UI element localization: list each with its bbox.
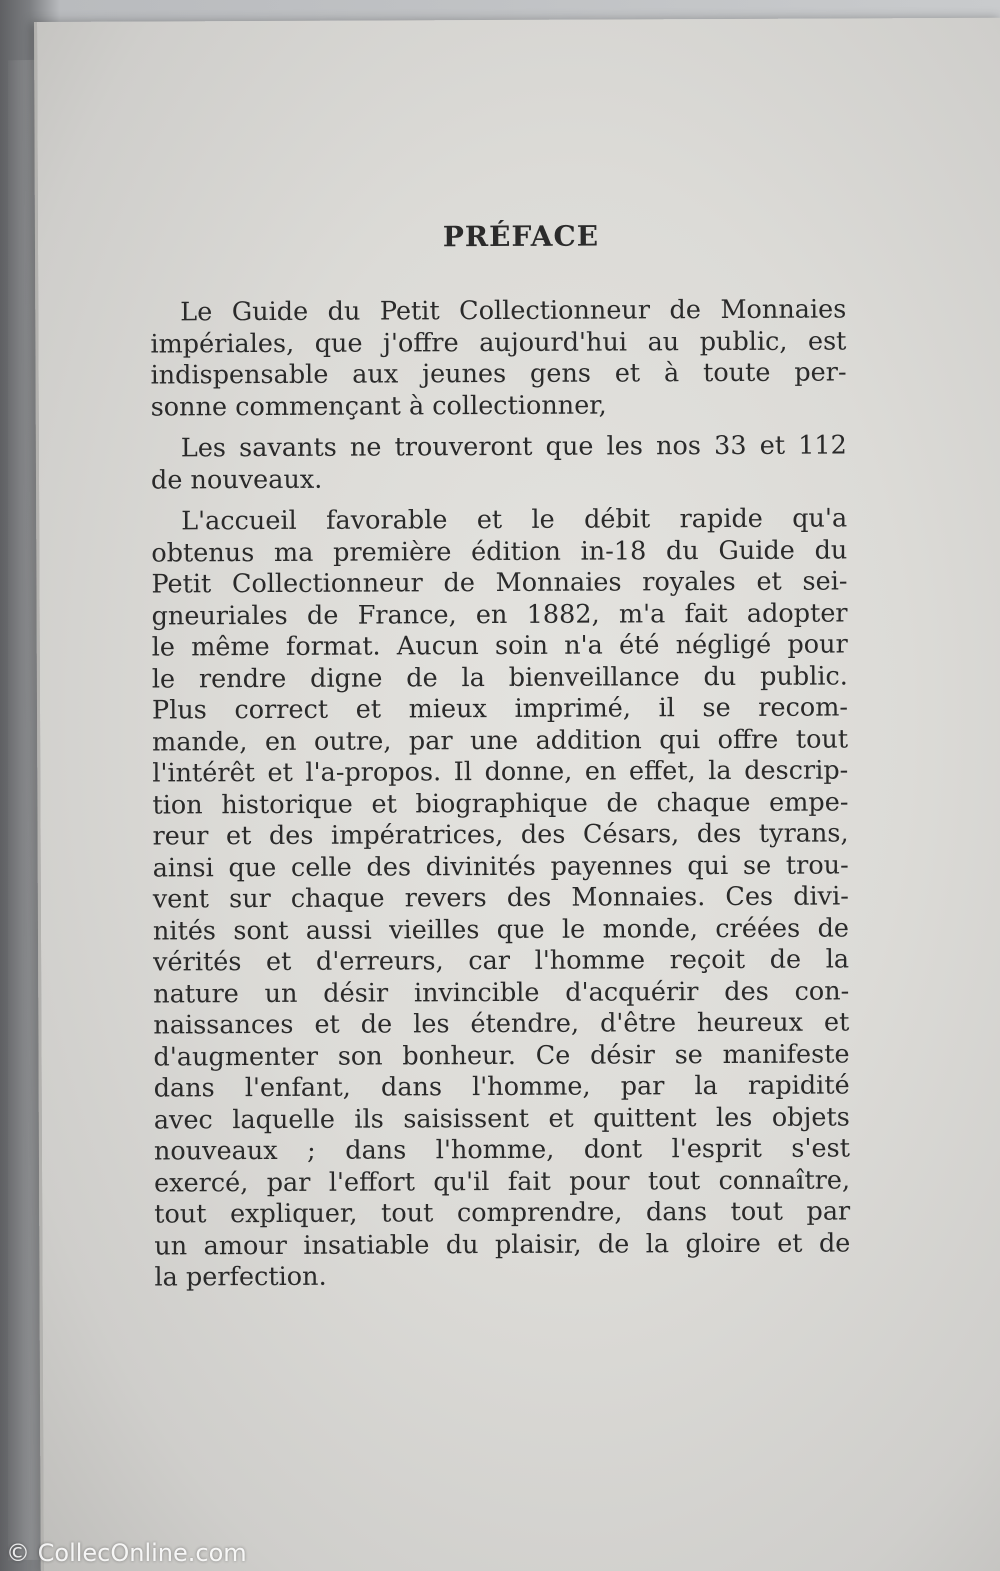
text-line: nités sont aussi vieilles que le monde, créées de <box>152 912 850 946</box>
text-line: sonne commençant à collectionner, <box>150 390 607 422</box>
text-line: l'intérêt et l'a-propos. Il donne, en effet, la descrip- <box>152 755 849 789</box>
text-line: naissances et de les étendre, d'être heureux et <box>153 1007 850 1041</box>
text-line: la perfection. <box>154 1261 327 1293</box>
text-line: nouveaux ; dans l'homme, dont l'esprit s'est <box>153 1133 850 1167</box>
watermark: © CollecOnline.com <box>6 1539 247 1567</box>
text-line: exercé, par l'effort qu'il fait pour tout connaître, <box>154 1164 851 1198</box>
text-line: L'accueil favorable et le débit rapide qu'a <box>181 503 848 537</box>
preface-body <box>150 294 850 1304</box>
text-line: tout expliquer, tout comprendre, dans tout par <box>154 1196 851 1230</box>
text-line: vérités et d'erreurs, car l'homme reçoit de la <box>153 944 850 978</box>
text-line: tion historique et biographique de chaque empe- <box>152 786 849 820</box>
preface-paragraph <box>151 503 850 1294</box>
text-line: Plus correct et mieux imprimé, il se recom- <box>151 692 849 726</box>
preface-paragraph <box>150 294 847 423</box>
text-line: obtenus ma première édition in-18 du Guide du <box>151 534 848 568</box>
text-line: vent sur chaque revers des Monnaies. Ces divi- <box>152 881 849 915</box>
text-line: mande, en outre, par une addition qui offre tout <box>152 723 849 757</box>
text-line: un amour insatiable du plaisir, de la gloire et de <box>154 1227 851 1261</box>
preface-paragraph <box>151 430 847 496</box>
text-line: gneuriales de France, en 1882, m'a fait adopter <box>151 597 848 631</box>
text-line: impériales, que j'offre aujourd'hui au public, est <box>150 325 847 359</box>
text-line: reur et des impératrices, des Césars, des tyrans, <box>152 818 849 852</box>
text-line: ainsi que celle des divinités payennes qui se trou- <box>152 849 849 883</box>
text-line: le rendre digne de la bienveillance du public. <box>151 660 848 694</box>
text-line: avec laquelle ils saisissent et quittent les objets <box>153 1101 850 1135</box>
text-line: Les savants ne trouveront que les nos 33 et 112 <box>180 430 847 464</box>
text-line: Le Guide du Petit Collectionneur de Monnaies <box>180 294 847 328</box>
text-line: le même format. Aucun soin n'a été négligé pour <box>151 629 848 663</box>
text-line: de nouveaux. <box>150 464 323 495</box>
text-line: dans l'enfant, dans l'homme, par la rapidité <box>153 1070 850 1104</box>
text-line: nature un désir invincible d'acquérir des con- <box>153 975 850 1009</box>
text-line: indispensable aux jeunes gens et à toute per- <box>150 357 847 391</box>
page-title: PRÉFACE <box>442 219 600 254</box>
book-page <box>34 18 1000 1571</box>
text-line: d'augmenter son bonheur. Ce désir se manifeste <box>153 1038 850 1072</box>
text-line: Petit Collectionneur de Monnaies royales et sei- <box>151 566 848 600</box>
